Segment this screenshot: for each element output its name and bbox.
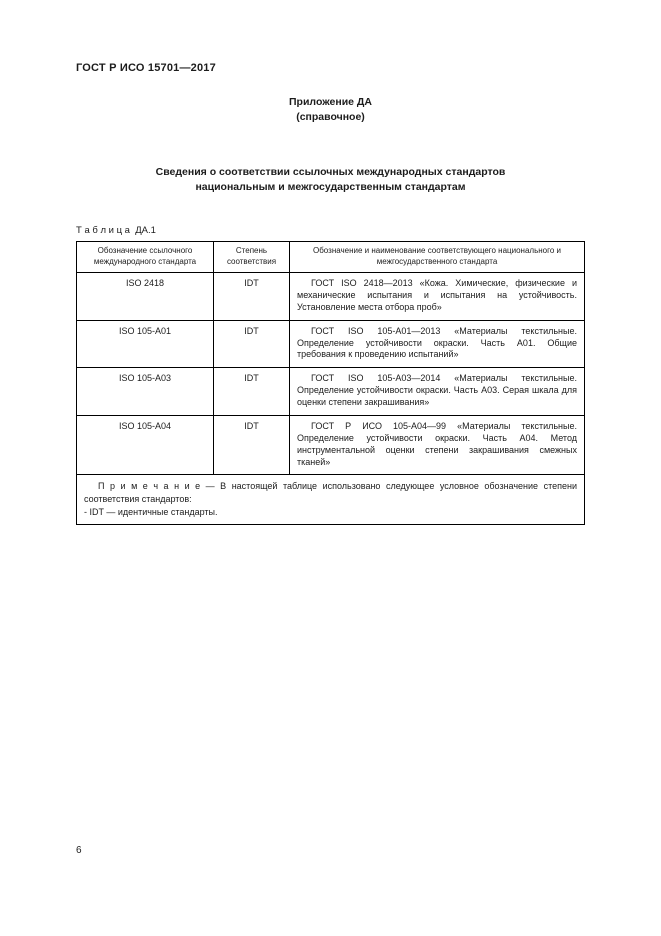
table-note-text: П р и м е ч а н и е — В настоящей таблице использовано следующее условное обозначение степени соответствия стандартов: [84, 481, 577, 504]
table-row [77, 368, 585, 416]
cell-standard: ISO 105-A03 [77, 368, 214, 416]
annex-title: Приложение ДА [289, 96, 372, 108]
cell-degree: IDT [214, 320, 290, 368]
cell-standard: ISO 2418 [77, 273, 214, 321]
cell-degree: IDT [214, 368, 290, 416]
table-row [77, 273, 585, 321]
cell-correspondence: ГОСТ ISO 2418—2013 «Кожа. Химические, физические и механические испытания и испытания на устойчивость. Установление места отбора проб» [290, 273, 585, 321]
correspondence-table [76, 241, 585, 524]
cell-correspondence: ГОСТ ISO 105-A01—2013 «Материалы текстильные. Определение устойчивости окраски. Часть А01. Общие требования к проведению испытаний» [290, 320, 585, 368]
table-note-row [77, 475, 585, 524]
cell-standard: ISO 105-A04 [77, 415, 214, 475]
section-heading [76, 165, 585, 195]
table-note [77, 475, 585, 524]
column-header-correspondence: Обозначение и наименование соответствующего национального и межгосударственного стандарта [290, 242, 585, 273]
table-row [77, 415, 585, 475]
cell-correspondence: ГОСТ ISO 105-A03—2014 «Материалы текстильные. Определение устойчивости окраски. Часть А03. Серая шкала для оценки степени закрашивания» [290, 368, 585, 416]
cell-degree: IDT [214, 273, 290, 321]
column-header-reference-standard: Обозначение ссылочного международного стандарта [77, 242, 214, 273]
column-header-degree: Степень соответствия [214, 242, 290, 273]
section-heading-line2: национальным и межгосударственным стандартам [195, 181, 466, 194]
document-header: ГОСТ Р ИСО 15701—2017 [76, 62, 216, 74]
table-row [77, 320, 585, 368]
table-note-idt: - IDT — идентичные стандарты. [84, 506, 218, 517]
cell-standard: ISO 105-A01 [77, 320, 214, 368]
page-number: 6 [76, 845, 82, 856]
cell-degree: IDT [214, 415, 290, 475]
section-heading-line1: Сведения о соответствии ссылочных международных стандартов [155, 166, 506, 178]
table-header-row [77, 242, 585, 273]
table-caption: Т а б л и ц а ДА.1 [76, 225, 156, 237]
annex-subtitle: (справочное) [296, 111, 365, 123]
cell-correspondence: ГОСТ Р ИСО 105-А04—99 «Материалы текстильные. Определение устойчивости окраски. Часть А04. Метод инструментальной оценки степени закрашивания смежных тканей» [290, 415, 585, 475]
